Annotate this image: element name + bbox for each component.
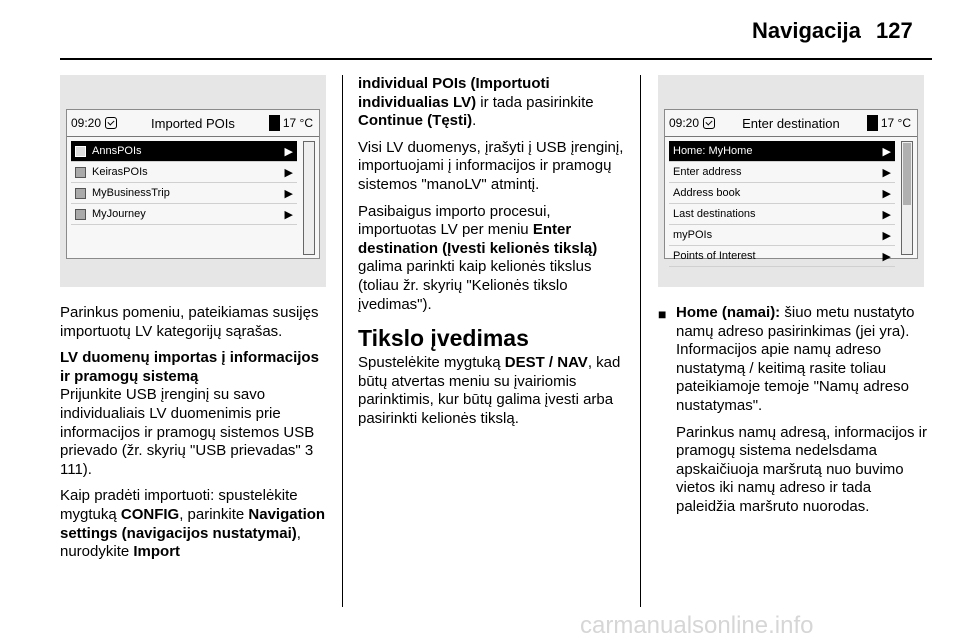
thermometer-icon	[867, 115, 878, 131]
menu-name: individual POIs (Importuoti individualias LV)	[358, 75, 550, 111]
page-reference: 3 111).	[60, 442, 314, 478]
list-item[interactable]: AnnsPOIs ▶	[71, 141, 297, 162]
paragraph: Spustelėkite mygtuką DEST / NAV, kad būtų atvertas meniu su įvairiomis parinktimis, kur būtų galima įvesti arba pasirinkti kelionės tikslą.	[358, 354, 621, 427]
list-item[interactable]: KeirasPOIs ▶	[71, 162, 297, 183]
column-divider-2	[640, 75, 641, 607]
chevron-right-icon: ▶	[284, 187, 293, 200]
chevron-right-icon: ▶	[882, 187, 891, 200]
scrollbar-thumb[interactable]	[903, 143, 911, 205]
paragraph: Kaip pradėti importuoti: spustelėkite mygtuką CONFIG, parinkite Navigation settings (navigacijos nustatymai), nurodykite Import	[60, 487, 326, 561]
navigation-icon	[105, 117, 117, 129]
paragraph: individual POIs (Importuoti individualias LV) ir tada pasirinkite Continue (Tęsti).	[358, 75, 594, 130]
menu-item-enter-address[interactable]: Enter address ▶	[669, 162, 895, 183]
poi-category-icon	[75, 167, 86, 178]
page-header-title: Navigacija	[752, 18, 861, 43]
column-3-text	[676, 304, 930, 525]
menu-name: Import	[133, 543, 181, 561]
button-name: CONFIG	[120, 505, 180, 523]
scrollbar[interactable]	[901, 141, 913, 255]
poi-category-icon	[75, 146, 86, 157]
poi-category-icon	[75, 209, 86, 220]
temperature: 17 °C	[282, 116, 313, 130]
list-item[interactable]: MyBusinessTrip ▶	[71, 183, 297, 204]
chevron-right-icon: ▶	[882, 208, 891, 221]
paragraph: Visi LV duomenys, įrašyti į USB įrenginį, importuojami į informacijos ir pramogų sistemos "manoLV" atmintį.	[358, 138, 624, 193]
paragraph: Parinkus namų adresą, informacijos ir pramogų sistema nedelsdama apskaičiuoja maršrutą nuo buvimo vietos iki namų adreso ir tada paleidžia maršruto nuorodas.	[676, 423, 927, 515]
status-bar	[665, 110, 917, 137]
thermometer-icon	[269, 115, 280, 131]
menu-name: Enter destination (Įvesti kelionės tikslą)	[358, 221, 598, 257]
subsection-heading: LV duomenų importas į informacijos ir pramogų sistemą	[60, 349, 319, 385]
column-2-text	[358, 75, 626, 437]
menu-item-mypois[interactable]: myPOIs ▶	[669, 225, 895, 246]
screen-title: Enter destination	[742, 115, 840, 131]
button-name: DEST / NAV	[504, 354, 588, 372]
menu-name: Navigation settings (navigacijos nustatymai)	[60, 505, 326, 542]
poi-category-icon	[75, 188, 86, 199]
menu-item-address-book[interactable]: Address book ▶	[669, 183, 895, 204]
destination-menu	[669, 141, 895, 267]
paragraph: Parinkus pomeniu, pateikiamas susijęs importuotų LV kategorijų sąrašas.	[60, 304, 319, 340]
chevron-right-icon: ▶	[882, 250, 891, 263]
menu-item-home[interactable]: Home: MyHome ▶	[669, 141, 895, 162]
option-name: Home (namai):	[676, 304, 781, 321]
watermark: carmanualsonline.info	[580, 612, 814, 639]
bullet-paragraph: Home (namai): šiuo metu nustatyto namų adreso pasirinkimas (jei yra). Informacijos apie namų adreso nustatymą / keitimą rasite toliau pateikiamoje temoje "Namų adreso nustatymas".	[676, 304, 915, 414]
chevron-right-icon: ▶	[284, 166, 293, 179]
enter-destination-screen	[664, 109, 918, 263]
scrollbar[interactable]	[303, 141, 315, 255]
chevron-right-icon: ▶	[882, 229, 891, 242]
status-bar	[67, 110, 319, 137]
imported-pois-figure	[60, 75, 326, 287]
enter-destination-figure	[658, 75, 924, 287]
poi-list	[71, 141, 297, 225]
imported-pois-screen	[66, 109, 320, 259]
bullet-icon: ■	[658, 306, 667, 322]
screen-title: Imported POIs	[151, 115, 235, 131]
navigation-icon	[703, 117, 715, 129]
clock-time: 09:20	[669, 116, 700, 130]
column-divider-1	[342, 75, 343, 607]
paragraph: Pasibaigus importo procesui, importuotas LV per meniu Enter destination (Įvesti kelionės tikslą) galima parinkti kaip kelionės tikslus (toliau žr. skyrių "Kelionės tikslo įvedimas").	[358, 202, 598, 313]
header-divider	[60, 58, 932, 60]
menu-name: Continue (Tęsti)	[358, 112, 473, 130]
column-1-text	[60, 304, 328, 570]
chevron-right-icon: ▶	[284, 145, 293, 158]
menu-item-last-destinations[interactable]: Last destinations ▶	[669, 204, 895, 225]
page-number: 127	[876, 18, 913, 43]
chevron-right-icon: ▶	[882, 166, 891, 179]
temperature: 17 °C	[880, 116, 911, 130]
paragraph: Prijunkite USB įrenginį su savo individualiais LV duomenimis prie informacijos ir pramogų sistemos USB prievado (žr. skyrių "USB prievadas" 3 111).	[60, 386, 315, 478]
chevron-right-icon: ▶	[284, 208, 293, 221]
clock-time: 09:20	[71, 116, 102, 130]
chevron-right-icon: ▶	[882, 145, 891, 158]
section-heading: Tikslo įvedimas	[358, 325, 529, 352]
list-item[interactable]: MyJourney ▶	[71, 204, 297, 225]
menu-item-points-of-interest[interactable]: Points of Interest ▶	[669, 246, 895, 267]
